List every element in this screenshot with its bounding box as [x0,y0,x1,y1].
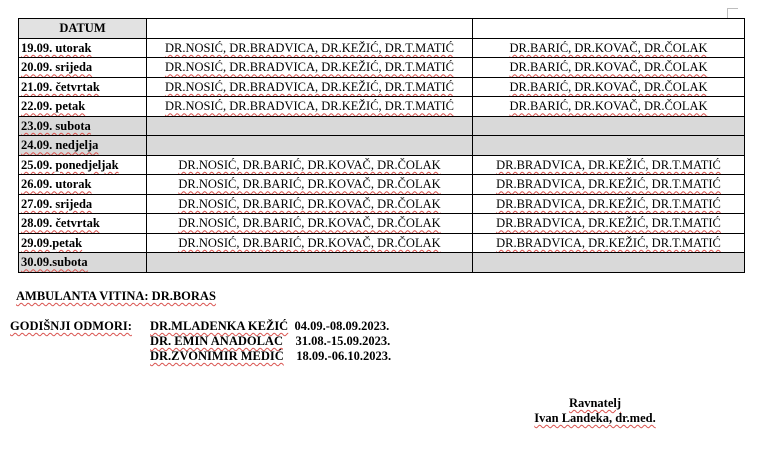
shift-cell-col2 [147,58,473,78]
shift-cell-col3 [473,155,745,175]
shift-cell-col2-text: DR.NOSIĆ, DR.BRADVICA, DR.KEŽIĆ, DR.T.MATIĆ [164,99,455,114]
vacation-label: GODIŠNJI ODMORI: [10,319,132,333]
table-row [19,97,745,117]
shift-cell-col3 [473,175,745,195]
table-row [19,77,745,97]
date-cell-text: 23.09. subota [21,118,91,133]
shift-cell-col2 [147,136,473,156]
shift-cell-col2 [147,175,473,195]
table-row [19,175,745,195]
shift-cell-col2 [147,38,473,58]
date-cell [19,214,147,234]
vacation-period: 31.08.-15.09.2023. [295,334,391,348]
shift-cell-col3-text: DR.BRADVICA, DR.KEŽIĆ, DR.T.MATIĆ [496,196,721,211]
shift-cell-col2 [147,77,473,97]
shift-cell-col2-text: DR.NOSIĆ, DR.BARIĆ, DR.KOVAČ, DR.ČOLAK [178,177,441,192]
ambulanta-text: AMBULANTA VITINA: DR.BORAS [16,289,216,303]
date-cell [19,194,147,214]
shift-cell-col2-text: DR.NOSIĆ, DR.BARIĆ, DR.KOVAČ, DR.ČOLAK [178,157,441,172]
shift-cell-col3 [473,77,745,97]
shift-cell-col3-text: DR.BARIĆ, DR.KOVAČ, DR.ČOLAK [509,79,708,94]
header-col2 [147,19,473,39]
shift-cell-col3 [473,253,745,273]
date-cell [19,97,147,117]
shift-cell-col2-text: DR.NOSIĆ, DR.BARIĆ, DR.KOVAČ, DR.ČOLAK [178,196,441,211]
table-row [19,233,745,253]
date-cell-text: 21.09. četvrtak [21,79,100,94]
vacation-period: 18.09.-06.10.2023. [296,349,392,363]
shift-cell-col3-text: DR.BRADVICA, DR.KEŽIĆ, DR.T.MATIĆ [496,216,721,231]
shift-cell-col3 [473,214,745,234]
header-datum: DATUM [19,19,147,39]
shift-cell-col3 [473,136,745,156]
date-cell-text: 19.09. utorak [21,40,92,55]
shift-cell-col2 [147,233,473,253]
date-cell [19,116,147,136]
date-cell [19,155,147,175]
date-cell [19,77,147,97]
date-cell [19,233,147,253]
shift-cell-col3-text: DR.BRADVICA, DR.KEŽIĆ, DR.T.MATIĆ [496,157,721,172]
schedule-table [18,18,745,273]
shift-cell-col2-text: DR.NOSIĆ, DR.BRADVICA, DR.KEŽIĆ, DR.T.MATIĆ [164,60,455,75]
header-col3 [473,19,745,39]
date-cell-text: 22.09. petak [21,99,86,114]
shift-cell-col3-text: DR.BRADVICA, DR.KEŽIĆ, DR.T.MATIĆ [496,235,721,250]
shift-cell-col2 [147,253,473,273]
shift-cell-col2-text: DR.NOSIĆ, DR.BARIĆ, DR.KOVAČ, DR.ČOLAK [178,235,441,250]
vacation-item [150,334,390,349]
shift-cell-col3 [473,116,745,136]
date-cell [19,136,147,156]
shift-cell-col3 [473,194,745,214]
signature-name: Ivan Landeka, dr.med. [534,411,656,425]
date-cell-text: 28.09. četvrtak [21,216,100,231]
shift-cell-col2 [147,214,473,234]
shift-cell-col3-text: DR.BARIĆ, DR.KOVAČ, DR.ČOLAK [509,60,708,75]
date-cell-text: 20.09. srijeda [21,60,93,75]
date-cell-text: 27.09. srijeda [21,196,93,211]
vacation-period: 04.09.-08.09.2023. [294,319,390,333]
date-cell [19,58,147,78]
table-row [19,38,745,58]
date-cell-text: 26.09. utorak [21,177,92,192]
vacation-item [150,319,389,334]
shift-cell-col3-text: DR.BARIĆ, DR.KOVAČ, DR.ČOLAK [509,40,708,55]
vacation-name: DR.ZVONIMIR MEDIĆ [150,349,284,363]
date-cell-text: 29.09.petak [21,235,83,250]
date-cell [19,253,147,273]
table-row [19,155,745,175]
table-row [19,116,745,136]
table-row [19,136,745,156]
date-cell [19,38,147,58]
vacation-name: DR. EMIN ANADOLAC [150,334,283,348]
vacation-item [150,349,391,364]
table-row [19,194,745,214]
shift-cell-col3-text: DR.BRADVICA, DR.KEŽIĆ, DR.T.MATIĆ [496,177,721,192]
shift-cell-col2-text: DR.NOSIĆ, DR.BARIĆ, DR.KOVAČ, DR.ČOLAK [178,216,441,231]
shift-cell-col2-text: DR.NOSIĆ, DR.BRADVICA, DR.KEŽIĆ, DR.T.MATIĆ [164,79,455,94]
shift-cell-col2 [147,116,473,136]
table-row [19,58,745,78]
date-cell-text: 30.09.subota [21,255,88,270]
shift-cell-col2 [147,194,473,214]
table-row [19,253,745,273]
date-cell-text: 25.09. ponedjeljak [21,157,119,172]
shift-cell-col3 [473,97,745,117]
shift-cell-col2 [147,155,473,175]
table-row [19,214,745,234]
date-cell-text: 24.09. nedjelja [21,138,99,153]
vacation-name: DR.MLADENKA KEŽIĆ [150,319,289,333]
signature-title: Ravnatelj [568,396,622,410]
date-cell [19,175,147,195]
shift-cell-col3 [473,233,745,253]
ambulanta-line [16,289,216,304]
shift-cell-col2-text: DR.NOSIĆ, DR.BRADVICA, DR.KEŽIĆ, DR.T.MATIĆ [164,40,455,55]
table-header-row [19,19,745,39]
shift-cell-col3 [473,58,745,78]
shift-cell-col3-text: DR.BARIĆ, DR.KOVAČ, DR.ČOLAK [509,99,708,114]
shift-cell-col2 [147,97,473,117]
shift-cell-col3 [473,38,745,58]
